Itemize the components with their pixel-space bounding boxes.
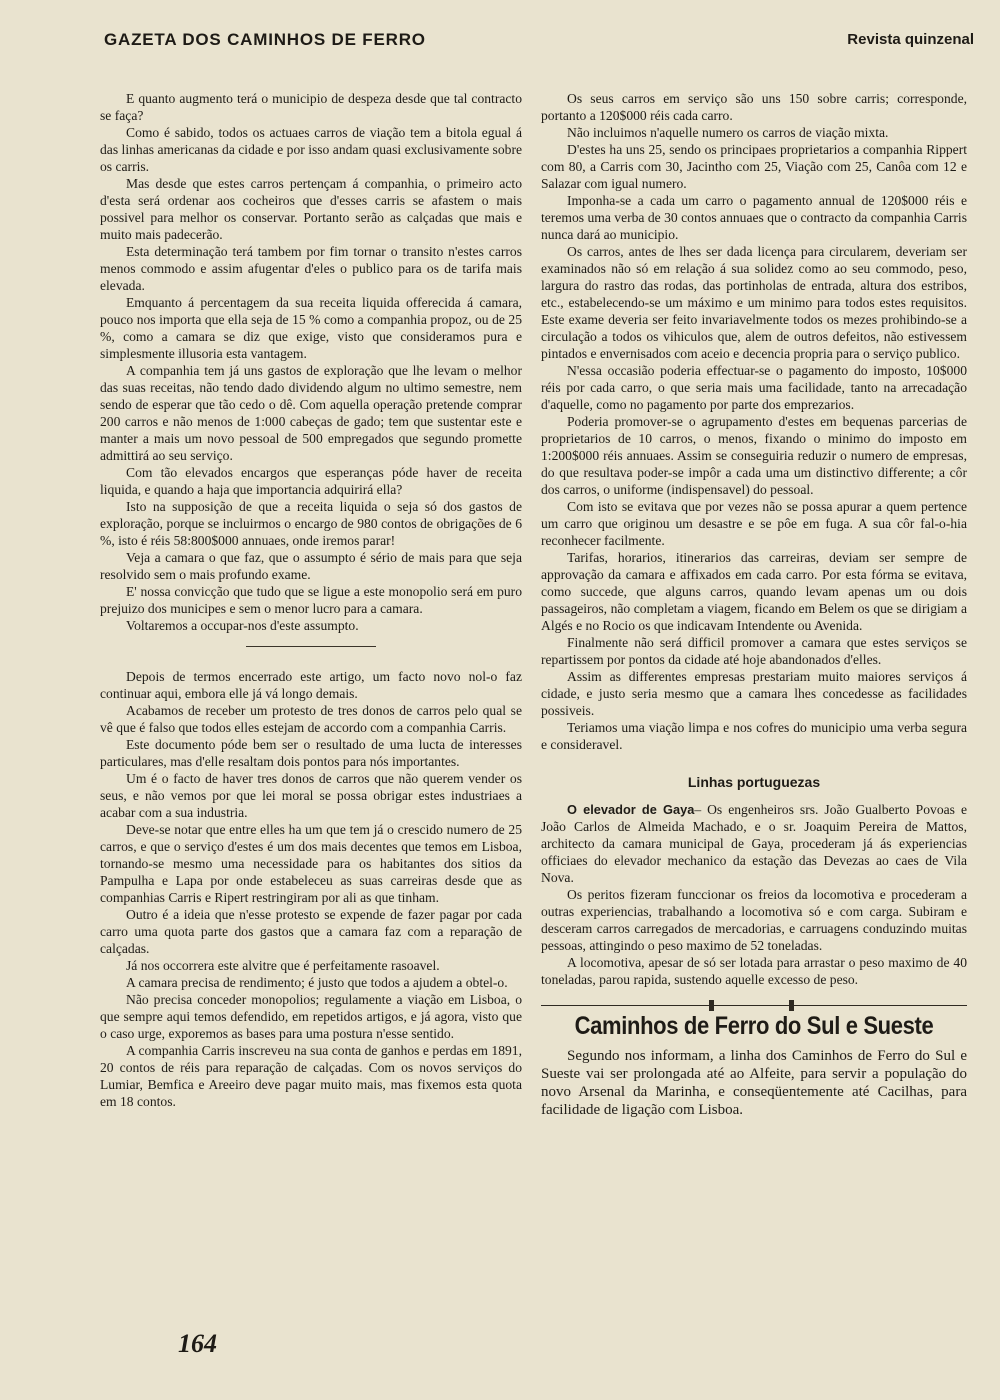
- ornament-line: [541, 1005, 967, 1006]
- feature-text: Segundo nos informam, a linha dos Caminhos de Ferro do Sul e Sueste vai ser prolongada até ao Alfeite, para servir a população do novo Arsenal da Marinha, e conseqüentemente até Cacilhas, para facilidade de ligação com Lisboa.: [541, 1048, 967, 1118]
- paragraph: Não precisa conceder monopolios; regulamente a viação em Lisboa, o que sempre aqui temos defendido, em repetidos artigos, e já agora, visto que o caso urge, exporemos as bases para uma postura n'esse sentido.: [100, 992, 522, 1041]
- paragraph: Esta determinação terá tambem por fim tornar o transito n'estes carros menos commodo e assim afugentar d'eles o publico para os de tarifa mais elevada.: [100, 244, 522, 293]
- paragraph: Imponha-se a cada um carro o pagamento annual de 120$000 réis e teremos uma verba de 30 contos annuaes que o contracto da companhia Carris nunca dará ao municipio.: [541, 193, 967, 242]
- paragraph: Os carros, antes de lhes ser dada licença para circularem, deveriam ser examinados não só em relação á sua solidez como ao seu commodo, peso, largura do rastro das rodas, das portinholas de entrada, altura dos estribos, etc., estabelecendo-se um máximo e um minimo para todos estes requisitos. Este exame deveria ser feito invariavelmente todos os mezes prohibindo-se a circulação a todos os vihiculos que, alem de outros defeitos, não estivessem pintados e envernisados com aceio e decencia propria para o serviço publico.: [541, 244, 967, 361]
- paragraph: E quanto augmento terá o municipio de despeza desde que tal contracto se faça?: [100, 91, 522, 123]
- article-monopoly-continuation: [541, 90, 967, 753]
- paragraph: Outro é a ideia que n'esse protesto se expende de fazer pagar por cada carro uma quota parte dos gastos que a camara faz com a reparação de calçadas.: [100, 907, 522, 956]
- publication-title: GAZETA DOS CAMINHOS DE FERRO: [104, 30, 426, 49]
- paragraph: Mas desde que estes carros pertençam á companhia, o primeiro acto d'esta será ordenar aos cocheiros que d'esses carris se afastem o mais possivel para melhor os conservar. Portanto serão as calçadas que mais e muito mais padecerão.: [100, 176, 522, 242]
- paragraph: N'essa occasião poderia effectuar-se o pagamento do imposto, 10$000 réis por cada carro, o que seria mais uma facilidade, tanto na arrecadação d'aquelle, como no pagamento por parte dos emprezarios.: [541, 363, 967, 412]
- section-divider: [246, 646, 376, 647]
- paragraph: Os seus carros em serviço são uns 150 sobre carris; corresponde, portanto a 120$000 réis cada carro.: [541, 91, 967, 123]
- paragraph: Poderia promover-se o agrupamento d'estes em bequenas parcerias de proprietarios de 10 carros, o menos, fixando o minimo do imposto em 1:200$000 réis annuaes. Assim se conseguiria reduzir o numero de empresas, do que resultava poder-se impôr a cada uma um distinctivo differente; a côr dos carros, o uniforme (indispensavel) do pessoal.: [541, 414, 967, 497]
- feature-body: [541, 1047, 967, 1119]
- ornament-mark-right: [789, 1000, 794, 1011]
- paragraph: Deve-se notar que entre elles ha um que tem já o crescido numero de 25 carros, e que o serviço d'estes é um dos mais decentes que temos em Lisboa, tornando-se mesmo uma necessidade para os habitantes dos sitios da Pampulha e Lapa por onde estabeleceu as suas carreiras desde que as companhias Carris e Ripert restringiram por ali as que tinham.: [100, 822, 522, 905]
- article-monopoly-part2: [100, 668, 522, 1110]
- paragraph: A camara precisa de rendimento; é justo que todos a ajudem a obtel-o.: [126, 975, 508, 990]
- gaya-text: – Os engenheiros srs. João Gualberto Povoas e João Carlos de Almeida Machado, e o sr. Joaquim Pereira de Mattos, architecto da camara municipal de Gaya, procederam já ás experiencias officiaes do elevador mechanico da estação das Devezas ao caes de Vila Nova.: [541, 802, 967, 885]
- paragraph: Como é sabido, todos os actuaes carros de viação tem a bitola egual á das linhas americanas da cidade e por isso andam quasi exclusivamente sobre os carris.: [100, 125, 522, 174]
- paragraph: Depois de termos encerrado este artigo, um facto novo nol-o faz continuar aqui, embora elle já vá longo demais.: [100, 669, 522, 701]
- gaya-paragraph: [541, 801, 967, 886]
- paragraph: Veja a camara o que faz, que o assumpto é sério de mais para que seja resolvido sem o mais profundo exame.: [100, 550, 522, 582]
- gaya-lead: O elevador de Gaya: [567, 802, 695, 817]
- article-monopoly-part1: [100, 90, 522, 634]
- paragraph: A companhia Carris inscreveu na sua conta de ganhos e perdas em 1891, 20 contos de réis para reparação de calçadas. Com os novos serviços do Lumiar, Bemfica e Areeiro deve pagar muito mais, mas fixemos esta quota em 18 contos.: [100, 1043, 522, 1109]
- page-number: 164: [178, 1329, 217, 1358]
- ornament-mark-left: [709, 1000, 714, 1011]
- publication-frequency: Revista quinzenal: [847, 31, 974, 48]
- paragraph: Com tão elevados encargos que esperanças póde haver de receita liquida, e quando a haja que importancia adquirirá ella?: [100, 465, 522, 497]
- paragraph: Tarifas, horarios, itinerarios das carreiras, deviam ser sempre de approvação da camara e affixados em cada carro. Por esta fórma se evitava, como succede, que alguns carros, quando levam apenas um ou dois passageiros, não completam a viagem, ficando em Belem os que se dirigiam a Algés e no Rocio os que indicavam Intendente ou Avenida.: [541, 550, 967, 633]
- paragraph: Emquanto á percentagem da sua receita liquida offerecida á camara, pouco nos importa que ella seja de 15 % como a companhia propoz, ou de 25 %, como a camara se diz que exige, visto que consideramos pura e simplesmente illusoria esta vantagem.: [100, 295, 522, 361]
- paragraph: Um é o facto de haver tres donos de carros que não querem vender os seus, e não vemos por que lei moral se possa obrigar estes industriaes a acabar com a sua industria.: [100, 771, 522, 820]
- paragraph: D'estes ha uns 25, sendo os principaes proprietarios a companhia Rippert com 80, a Carris com 30, Jacintho com 25, Viação com 25, Canôa com 12 e Salazar com igual numero.: [541, 142, 967, 191]
- paragraph: Assim as differentes empresas prestariam muito maiores serviços á cidade, e justo seria mesmo que a camara lhes concedesse as facilidades possiveis.: [541, 669, 967, 718]
- paragraph: Voltaremos a occupar-nos d'este assumpto.: [126, 618, 359, 633]
- paragraph: Este documento póde bem ser o resultado de uma lucta de interesses particulares, mas d'elle resaltam dois pontos para nós importantes.: [100, 737, 522, 769]
- paragraph: Isto na supposição de que a receita liquida o seja só dos gastos de exploração, porque se incluirmos o encargo de 980 contos de obrigações de 6 %, isto é réis 58:800$000 annuaes, onde iremos parar!: [100, 499, 522, 548]
- paragraph: Finalmente não será difficil promover a camara que estes serviços se repartissem por pontos da cidade até hoje abandonados d'elles.: [541, 635, 967, 667]
- page-header: [104, 30, 974, 58]
- gaya-continuation: [541, 886, 967, 988]
- paragraph: Teriamos uma viação limpa e nos cofres do municipio uma verba segura e consideravel.: [541, 720, 967, 752]
- paragraph: A locomotiva, apesar de só ser lotada para arrastar o peso maximo de 40 toneladas, parou rapida, sustendo aquelle excesso de peso.: [541, 955, 967, 987]
- paragraph: Acabamos de receber um protesto de tres donos de carros pelo qual se vê que é falso que todos elles estejam de accordo com a companhia Carris.: [100, 703, 522, 735]
- paragraph: Com isto se evitava que por vezes não se possa apurar a quem pertence um carro que originou um desastre e se pôe em fuga. A sua côr fal-o-hia reconhecer facilmente.: [541, 499, 967, 548]
- paragraph: E' nossa convicção que tudo que se ligue a este monopolio será em puro prejuizo dos municipes e sem o menor lucro para a camara.: [100, 584, 522, 616]
- right-column: [541, 90, 967, 1119]
- ornamental-rule: [541, 1000, 967, 1012]
- feature-title: Caminhos de Ferro do Sul e Sueste: [574, 1012, 934, 1040]
- paragraph: Não incluimos n'aquelle numero os carros de viação mixta.: [567, 125, 889, 140]
- paragraph: Já nos occorrera este alvitre que é perfeitamente rasoavel.: [126, 958, 440, 973]
- section-heading-linhas: Linhas portuguezas: [687, 774, 821, 790]
- paragraph: A companhia tem já uns gastos de exploração que lhe levam o melhor das suas receitas, não tendo dado dividendo algum no ultimo semestre, nem sendo de esperar que tão cedo o dê. Com aquella operação pretende comprar 200 carros e não menos de 1:000 cabeças de gado; tem que sustentar este e manter a mais um novo pessoal de 500 empregados que segundo promette admittirá ao seu serviço.: [100, 363, 522, 463]
- paragraph: Os peritos fizeram funccionar os freios da locomotiva e procederam a outras experiencias, trabalhando a locomotiva só e com carga. Subiram e desceram carros carregados de mercadorias, e carruagens conduzindo muitas pessoas, attingindo o peso maximo de 52 toneladas.: [541, 887, 967, 953]
- left-column: [100, 90, 522, 1110]
